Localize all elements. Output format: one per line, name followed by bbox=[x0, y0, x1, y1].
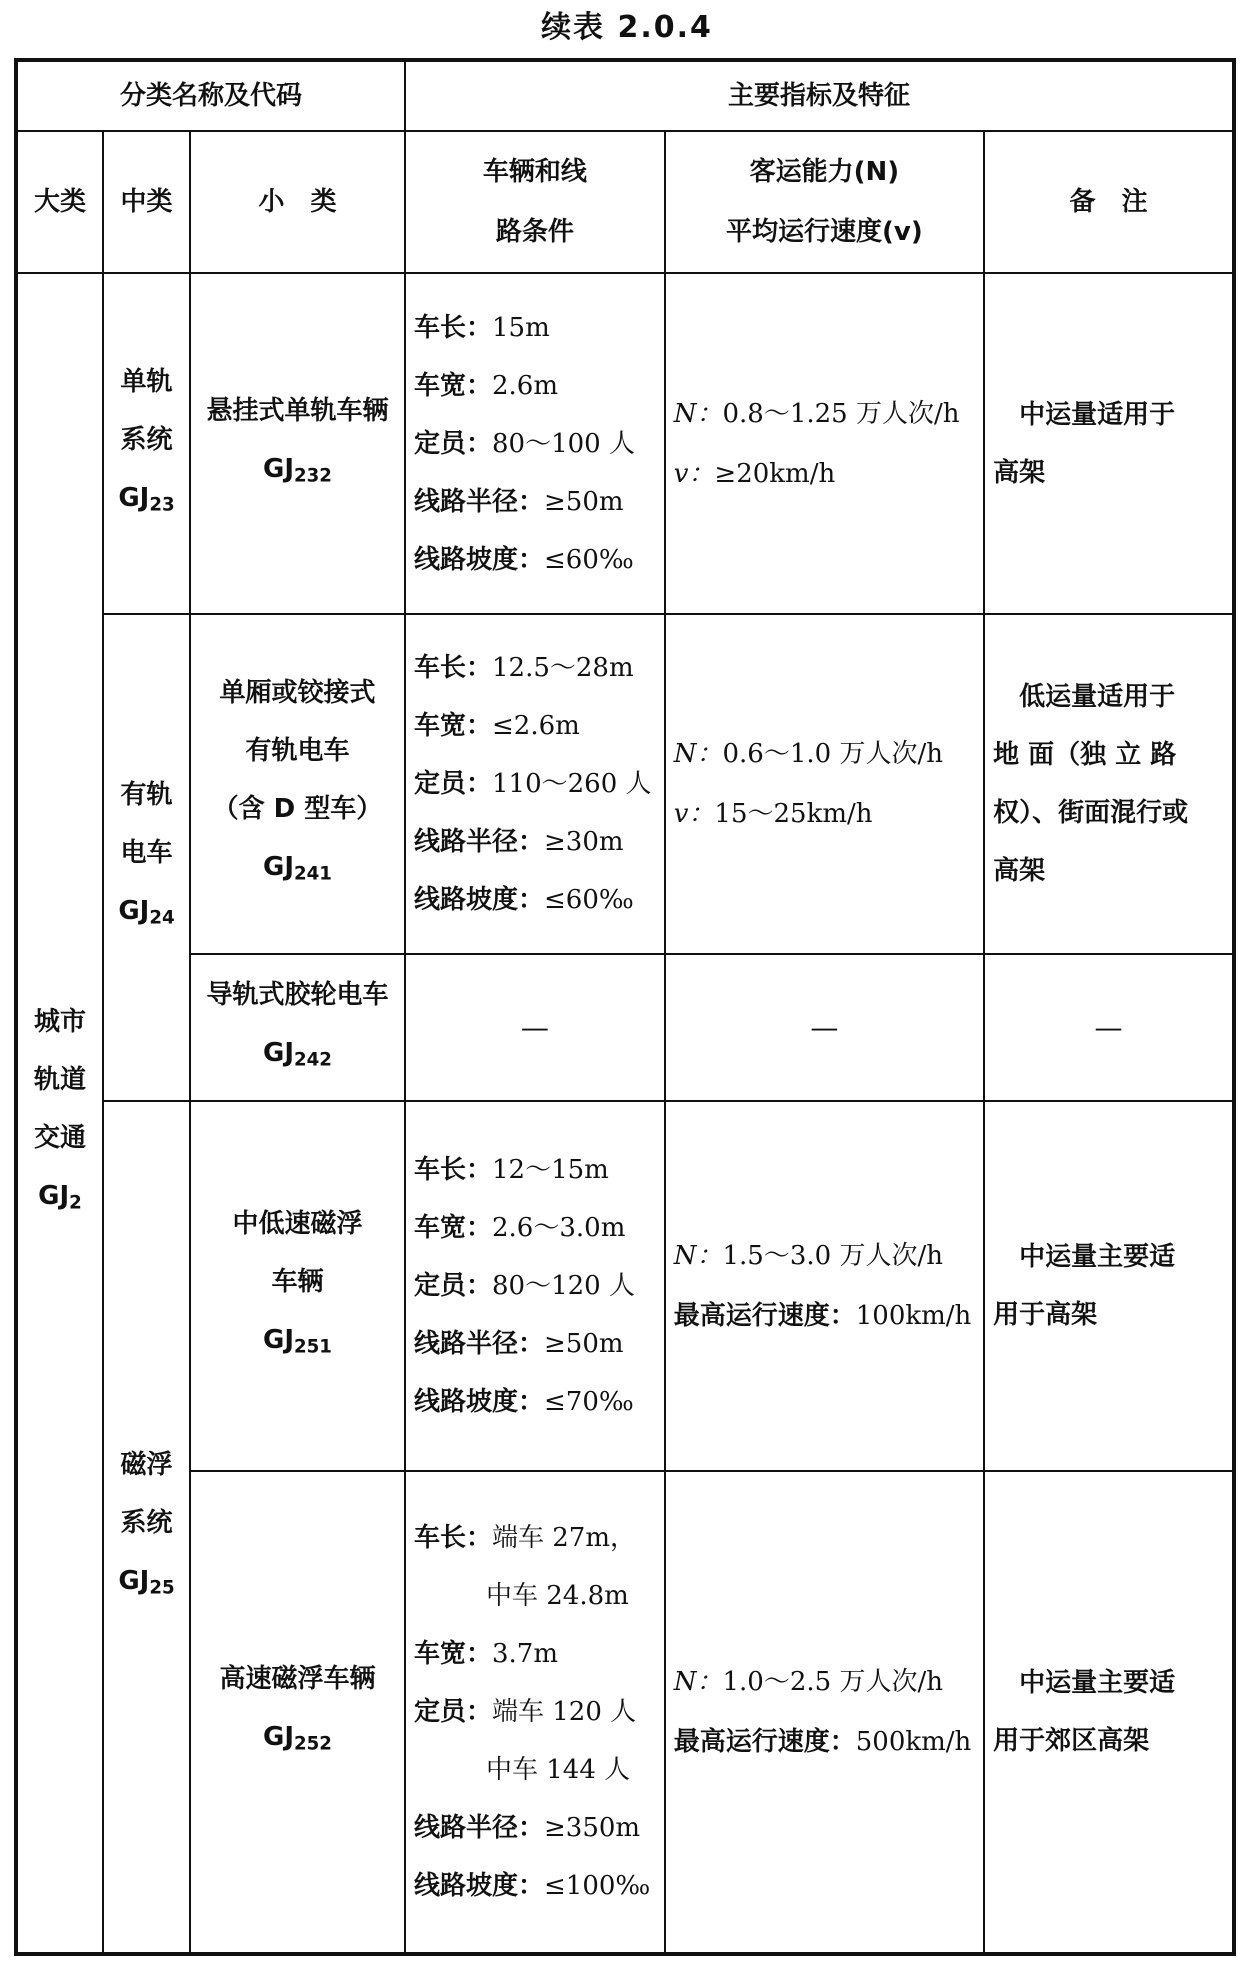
capacity-cell bbox=[665, 614, 984, 954]
minor-code bbox=[199, 440, 396, 506]
middle-name-line: 有轨 bbox=[120, 780, 173, 811]
note-line: 低运量适用于 bbox=[1019, 681, 1176, 712]
condition-line: 定员：端车 120 人 bbox=[413, 1697, 637, 1728]
capacity-cell bbox=[665, 273, 984, 613]
major-name-line: 城市 bbox=[33, 1007, 86, 1038]
condition-line: 线路半径：≥50m bbox=[413, 486, 624, 517]
condition-line: 车宽：≤2.6m bbox=[413, 710, 580, 741]
note-line: 高架 bbox=[993, 457, 1046, 488]
conditions-cell bbox=[405, 1471, 665, 1954]
capacity-line: N：1.0～2.5 万人次/h bbox=[673, 1667, 943, 1698]
header-capacity-line1: 客运能力(N) bbox=[749, 157, 900, 188]
minor-code bbox=[199, 1024, 396, 1090]
capacity-line: N：0.6～1.0 万人次/h bbox=[673, 738, 943, 769]
condition-line: 车长：15m bbox=[413, 312, 550, 343]
middle-code bbox=[112, 882, 181, 948]
classification-table bbox=[14, 58, 1236, 1956]
notes-cell bbox=[984, 273, 1234, 613]
table-row bbox=[16, 614, 1234, 954]
capacity-line: N：1.5～3.0 万人次/h bbox=[673, 1240, 943, 1271]
condition-line: 车宽：2.6～3.0m bbox=[413, 1212, 626, 1243]
capacity-cell: — bbox=[665, 954, 984, 1100]
capacity-line: v：15～25km/h bbox=[673, 798, 873, 829]
condition-line: 定员：80～120 人 bbox=[413, 1270, 635, 1301]
condition-line: 线路坡度：≤100‰ bbox=[413, 1871, 651, 1902]
notes-cell bbox=[984, 614, 1234, 954]
condition-line: 定员：80～100 人 bbox=[413, 428, 635, 459]
conditions-cell bbox=[405, 273, 665, 613]
header-row-1 bbox=[16, 60, 1234, 131]
code-subscript: 251 bbox=[294, 1336, 332, 1358]
code-prefix: GJ bbox=[262, 1325, 294, 1356]
table-caption: 续表 2.0.4 bbox=[541, 10, 713, 45]
condition-line: 车长：端车 27m， bbox=[413, 1523, 637, 1554]
minor-category-cell bbox=[190, 614, 405, 954]
code-prefix: GJ bbox=[118, 1566, 150, 1596]
code-prefix: GJ bbox=[38, 1181, 70, 1212]
condition-line: 线路半径：≥50m bbox=[413, 1328, 624, 1359]
header-conditions-line1: 车辆和线 bbox=[482, 157, 587, 188]
header-middle: 中类 bbox=[103, 131, 190, 273]
minor-name-line: （含 D 型车） bbox=[212, 794, 383, 825]
condition-line: 线路半径：≥30m bbox=[413, 826, 624, 857]
header-major: 大类 bbox=[16, 131, 103, 273]
condition-line: 线路坡度：≤60‰ bbox=[413, 884, 634, 915]
condition-line: 线路半径：≥350m bbox=[413, 1813, 641, 1844]
conditions-cell: — bbox=[405, 954, 665, 1100]
note-line: 用于郊区高架 bbox=[993, 1726, 1150, 1757]
middle-name-line: 单轨 bbox=[120, 366, 173, 397]
minor-code bbox=[199, 1708, 396, 1774]
middle-name-line: 系统 bbox=[120, 424, 173, 455]
code-prefix: GJ bbox=[262, 453, 294, 484]
notes-cell: — bbox=[984, 954, 1234, 1100]
minor-category-cell bbox=[190, 1471, 405, 1954]
middle-name-line: 磁浮 bbox=[120, 1450, 173, 1480]
code-subscript: 25 bbox=[149, 1577, 175, 1599]
condition-line: 中车 24.8m bbox=[485, 1581, 629, 1612]
middle-name-line: 电车 bbox=[120, 838, 173, 869]
major-code bbox=[26, 1167, 94, 1233]
minor-category-cell bbox=[190, 1101, 405, 1472]
minor-name-line: 高速磁浮车辆 bbox=[219, 1664, 376, 1695]
code-prefix: GJ bbox=[262, 1037, 294, 1068]
table-row bbox=[16, 273, 1234, 613]
condition-line: 线路坡度：≤60‰ bbox=[413, 544, 634, 575]
minor-name-line: 有轨电车 bbox=[245, 736, 350, 767]
middle-category-cell bbox=[103, 273, 190, 613]
code-prefix: GJ bbox=[262, 852, 294, 883]
conditions-cell bbox=[405, 1101, 665, 1472]
table-row bbox=[16, 954, 1234, 1100]
code-subscript: 232 bbox=[294, 465, 332, 487]
major-name-line: 交通 bbox=[33, 1123, 86, 1154]
minor-name-line: 导轨式胶轮电车 bbox=[206, 979, 389, 1010]
capacity-cell bbox=[665, 1101, 984, 1472]
middle-code bbox=[112, 469, 181, 535]
header-conditions bbox=[405, 131, 665, 273]
condition-line: 中车 144 人 bbox=[485, 1755, 631, 1786]
header-conditions-line2: 路条件 bbox=[495, 217, 574, 248]
header-indicators: 主要指标及特征 bbox=[405, 60, 1234, 131]
code-subscript: 242 bbox=[294, 1049, 332, 1071]
minor-name-line: 单厢或铰接式 bbox=[219, 678, 376, 709]
code-prefix: GJ bbox=[118, 482, 150, 513]
condition-line: 车长：12.5～28m bbox=[413, 652, 634, 683]
note-line: 用于高架 bbox=[993, 1299, 1098, 1330]
capacity-line: 最高运行速度：500km/h bbox=[673, 1727, 972, 1758]
code-subscript: 24 bbox=[149, 907, 175, 929]
conditions-cell bbox=[405, 614, 665, 954]
condition-line: 车长：12～15m bbox=[413, 1154, 609, 1185]
header-capacity-line2: 平均运行速度(v) bbox=[726, 217, 923, 248]
condition-line: 车宽：2.6m bbox=[413, 370, 559, 401]
capacity-line: v：≥20km/h bbox=[673, 458, 836, 489]
note-line: 中运量主要适 bbox=[1019, 1241, 1176, 1272]
condition-line: 线路坡度：≤70‰ bbox=[413, 1386, 634, 1417]
minor-name-line: 悬挂式单轨车辆 bbox=[206, 395, 389, 426]
note-line: 中运量适用于 bbox=[1019, 399, 1176, 430]
header-notes: 备 注 bbox=[984, 131, 1234, 273]
middle-name-line: 系统 bbox=[120, 1508, 173, 1538]
notes-cell bbox=[984, 1101, 1234, 1472]
middle-code bbox=[112, 1552, 181, 1618]
code-prefix: GJ bbox=[118, 896, 150, 927]
capacity-line: 最高运行速度：100km/h bbox=[673, 1300, 972, 1331]
header-row-2 bbox=[16, 131, 1234, 273]
header-capacity bbox=[665, 131, 984, 273]
condition-line: 定员：110～260 人 bbox=[413, 768, 652, 799]
minor-code bbox=[199, 1311, 396, 1377]
note-line: 地 面（独 立 路 bbox=[993, 739, 1177, 770]
code-prefix: GJ bbox=[262, 1722, 294, 1753]
major-category-cell bbox=[16, 273, 103, 1954]
header-minor: 小 类 bbox=[190, 131, 405, 273]
middle-category-cell bbox=[103, 1101, 190, 1954]
code-subscript: 252 bbox=[294, 1733, 332, 1755]
major-name-line: 轨道 bbox=[33, 1065, 86, 1096]
note-line: 中运量主要适 bbox=[1019, 1668, 1176, 1699]
minor-name-line: 中低速磁浮 bbox=[232, 1209, 363, 1240]
table-row bbox=[16, 1101, 1234, 1472]
capacity-line: N：0.8～1.25 万人次/h bbox=[673, 398, 960, 429]
notes-cell bbox=[984, 1471, 1234, 1954]
capacity-cell bbox=[665, 1471, 984, 1954]
code-subscript: 241 bbox=[294, 863, 332, 885]
minor-category-cell bbox=[190, 954, 405, 1100]
minor-code bbox=[199, 838, 396, 904]
note-line: 权）、街面混行或 bbox=[993, 797, 1189, 828]
note-line: 高架 bbox=[993, 855, 1046, 886]
minor-name-line: 车辆 bbox=[271, 1267, 324, 1298]
code-subscript: 23 bbox=[149, 494, 175, 516]
table-row bbox=[16, 1471, 1234, 1954]
code-subscript: 2 bbox=[69, 1192, 82, 1214]
header-classification: 分类名称及代码 bbox=[16, 60, 405, 131]
middle-category-cell bbox=[103, 614, 190, 1101]
condition-line: 车宽：3.7m bbox=[413, 1639, 559, 1670]
minor-category-cell bbox=[190, 273, 405, 613]
